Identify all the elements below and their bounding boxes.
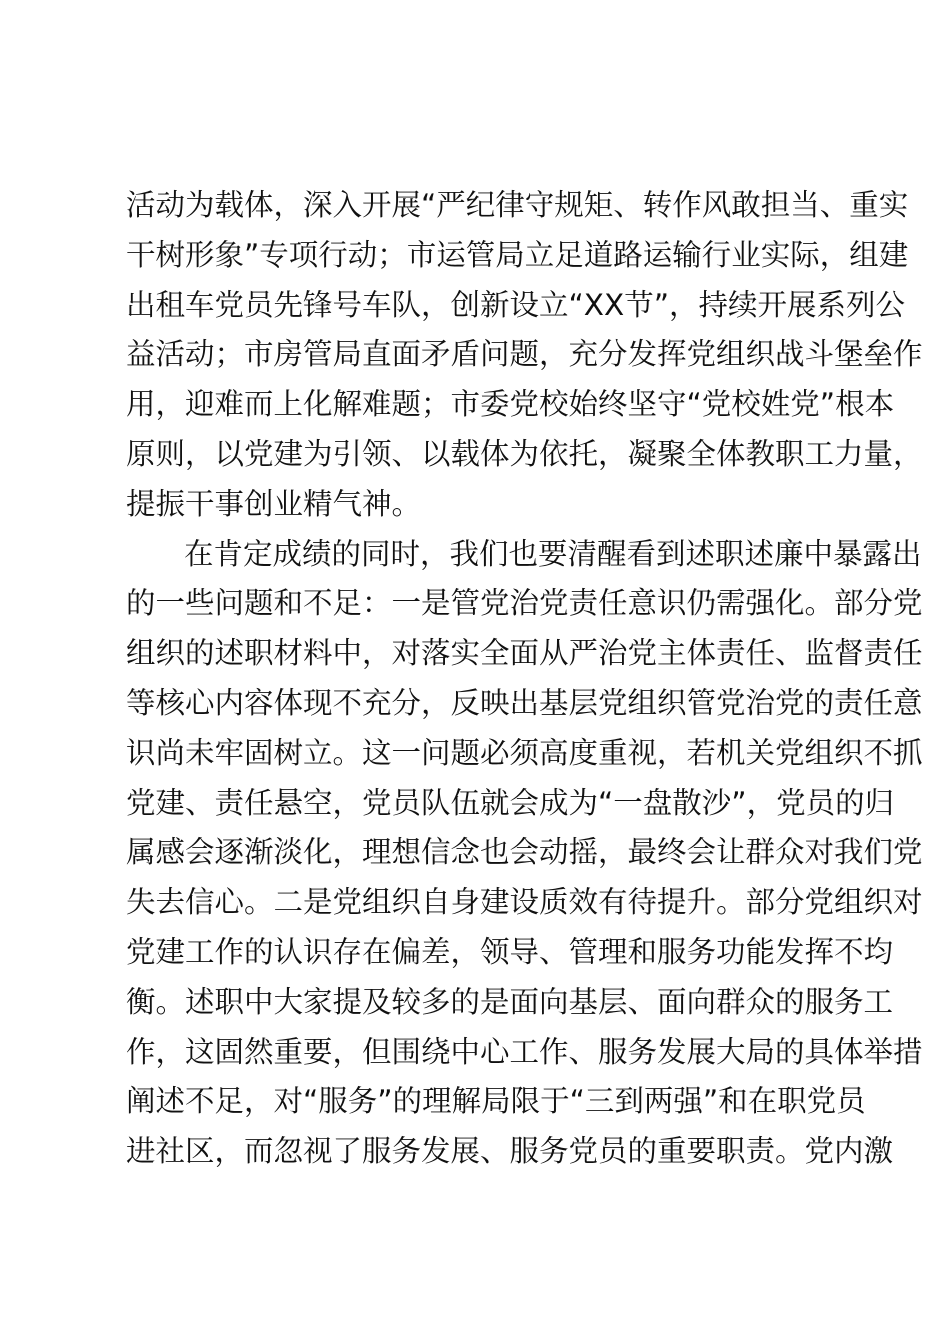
text-line: 作，这固然重要，但围绕中心工作、服务发展大局的具体举措	[126, 1034, 923, 1069]
text-line: 进社区，而忽视了服务发展、服务党员的重要职责。党内激	[126, 1134, 894, 1169]
text-line: 阐述不足，对“服务”的理解局限于“三到两强”和在职党员	[126, 1084, 866, 1119]
text-line: 用，迎难而上化解难题；市委党校始终坚守“党校姓党”根本	[126, 387, 895, 422]
text-line: 衡。述职中大家提及较多的是面向基层、面向群众的服务工	[126, 984, 894, 1019]
text-line: 组织的述职材料中，对落实全面从严治党主体责任、监督责任	[126, 636, 923, 671]
text-line: 失去信心。二是党组织自身建设质效有待提升。部分党组织对	[126, 885, 923, 920]
text-line: 党建工作的认识存在偏差，领导、管理和服务功能发挥不均	[126, 934, 894, 969]
paragraph-1	[126, 181, 923, 530]
text-line: 益活动；市房管局直面矛盾问题，充分发挥党组织战斗堡垒作	[126, 337, 923, 372]
text-line: 党建、责任悬空，党员队伍就会成为“一盘散沙”，党员的归	[126, 785, 895, 820]
text-line: 干树形象”专项行动；市运管局立足道路运输行业实际，组建	[126, 237, 909, 272]
text-line: 等核心内容体现不充分，反映出基层党组织管党治党的责任意	[126, 685, 923, 720]
text-line: 活动为载体，深入开展“严纪律守规矩、转作风敢担当、重实	[126, 188, 909, 222]
text-line: 出租车党员先锋号车队，创新设立“XX节”，持续开展系列公	[126, 287, 905, 322]
text-line: 提振干事创业精气神。	[126, 486, 422, 521]
text-line: 原则，以党建为引领、以载体为依托，凝聚全体教职工力量，	[126, 436, 923, 471]
document-page	[126, 181, 923, 1177]
paragraph-2	[126, 530, 923, 1177]
text-line: 识尚未牢固树立。这一问题必须高度重视，若机关党组织不抓	[126, 735, 923, 770]
text-line: 的一些问题和不足：一是管党治党责任意识仍需强化。部分党	[126, 586, 923, 621]
text-line: 属感会逐渐淡化，理想信念也会动摇，最终会让群众对我们党	[126, 835, 923, 870]
text-line: 在肯定成绩的同时，我们也要清醒看到述职述廉中暴露出	[184, 536, 922, 571]
